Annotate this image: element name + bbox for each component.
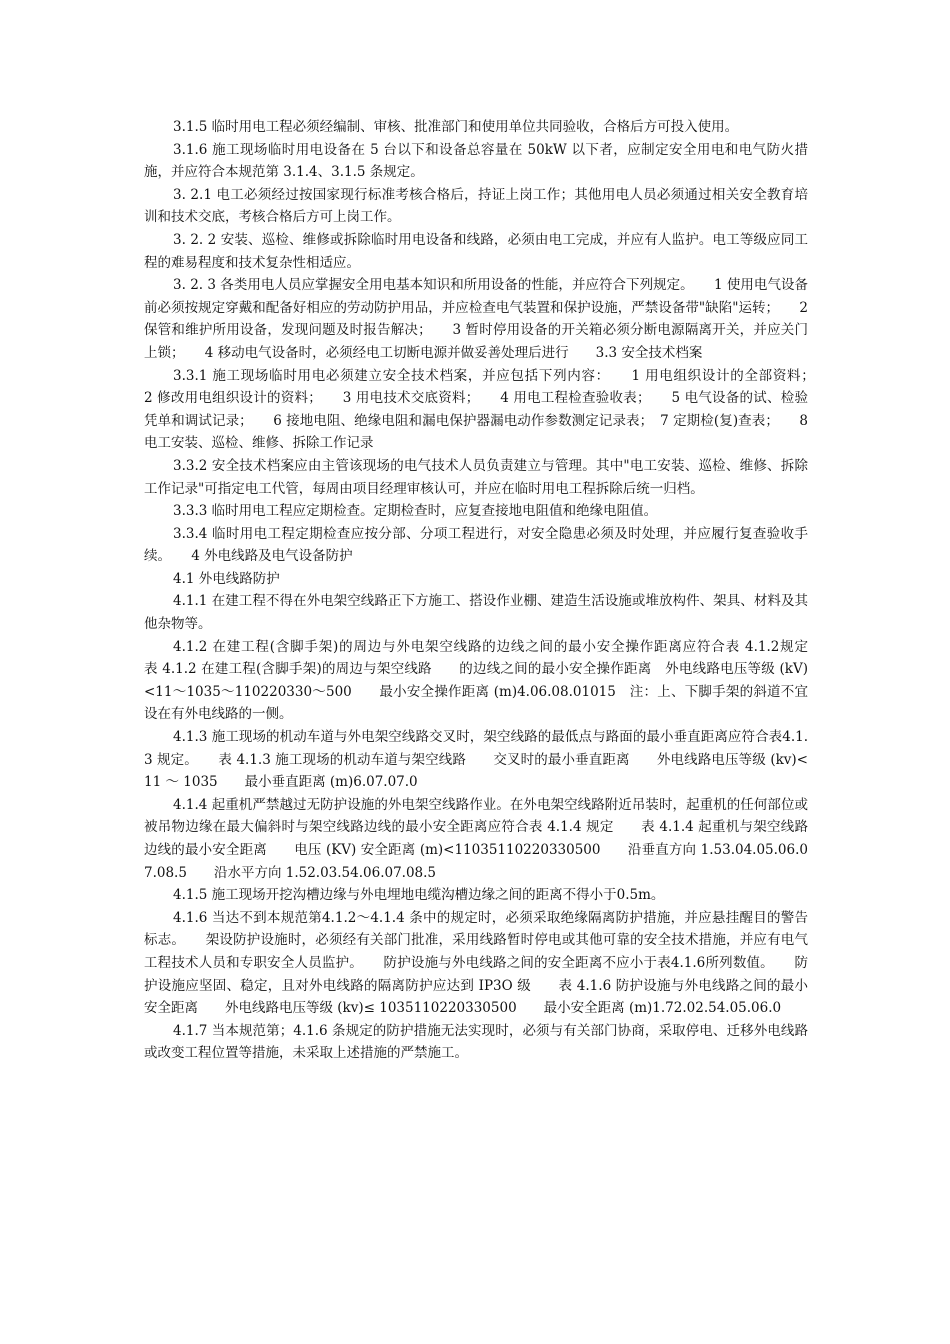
clause-3-1-6: 3.1.6 施工现场临时用电设备在 5 台以下和设备总容量在 50kW 以下者，应制定安全用电和电气防火措施，并应符合本规范第 3.1.4、3.1.5 条规定。: [144, 141, 808, 181]
clause-4-1-1: 4.1.1 在建工程不得在外电架空线路正下方施工、搭设作业棚、建造生活设施或堆放构件、架具、材料及其他杂物等。: [144, 593, 808, 633]
clause-3-3-2: 3.3.2 安全技术档案应由主管该现场的电气技术人员负责建立与管理。其中"电工安装、巡检、维修、拆除工作记录"可指定电工代管，每周由项目经理审核认可，并应在临时用电工程拆除后统一归档。: [144, 457, 808, 497]
clause-3-3-3: 3.3.3 临时用电工程应定期检查。定期检查时，应复查接地电阻值和绝缘电阻值。: [173, 503, 658, 520]
clause-3-2-3: 3. 2. 3 各类用电人员应掌握安全用电基本知识和所用设备的性能，并应符合下列规定。 1 使用电气设备前必须按规定穿戴和配备好相应的劳动防护用品，并应检查电气装置和保护设施，严禁设备带"缺陷"运转； 2 保管和维护所用设备，发现问题及时报告解决； 3 暂时停用设备的开关箱必须分断电源隔离开关，并应关门上锁； 4 移动电气设备时，必须经电工切断电源并做妥善处理后进行 3.3 安全技术档案: [144, 277, 808, 361]
clause-3-3-1: 3.3.1 施工现场临时用电必须建立安全技术档案，并应包括下列内容： 1 用电组织设计的全部资料； 2 修改用电组织设计的资料； 3 用电技术交底资料； 4 用电工程检查验收表； 5 电气设备的试、检验凭单和调试记录； 6 接地电阻、绝缘电阻和漏电保护器漏电动作参数测定记录表； 7 定期检(复)查表； 8 电工安装、巡检、维修、拆除工作记录: [144, 367, 835, 452]
clause-4-1-2: 4.1.2 在建工程(含脚手架)的周边与外电架空线路的边线之间的最小安全操作距离应符合表 4.1.2规定 表 4.1.2 在建工程(含脚手架)的周边与架空线路 的边线之间的最小安全操作距离 外电线路电压等级 (kV)<11～1035～110220330～500 最小安全操作距离 (m)4.06.08.01015 注：上、下脚手架的斜道不宜设在有外电线路的一侧。: [144, 638, 835, 723]
clause-4-1-6: 4.1.6 当达不到本规范第4.1.2～4.1.4 条中的规定时，必须采取绝缘隔离防护措施，并应悬挂醒目的警告标志。 架设防护设施时，必须经有关部门批准，采用线路暂时停电或其他可靠的安全技术措施，并应有电气工程技术人员和专职安全人员监护。 防护设施与外电线路之间的安全距离不应小于表4.1.6所列数值。 防护设施应坚固、稳定，且对外电线路的隔离防护应达到 IP3O 级 表 4.1.6 防护设施与外电线路之间的最小安全距离 外电线路电压等级 (kv)≤ 1035110220330500 最小安全距离 (m)1.72.02.54.05.06.0: [144, 909, 808, 1017]
clause-4-1-4: 4.1.4 起重机严禁越过无防护设施的外电架空线路作业。在外电架空线路附近吊装时，起重机的任何部位或被吊物边缘在最大偏斜时与架空线路边线的最小安全距离应符合表 4.1.4 规定 表 4.1.4 起重机与架空线路边线的最小安全距离 电压 (KV) 安全距离 (m)<11035110220330500 沿垂直方向 1.53.04.05.06.07.08.5 沿水平方向 1.52.03.54.06.07.08.5: [144, 796, 808, 881]
clause-3-3-4: 3.3.4 临时用电工程定期检查应按分部、分项工程进行，对安全隐患必须及时处理，并应履行复查验收手续。 4 外电线路及电气设备防护: [144, 525, 808, 565]
clause-3-2-1: 3. 2.1 电工必须经过按国家现行标准考核合格后，持证上岗工作；其他用电人员必须通过相关安全教育培训和技术交底，考核合格后方可上岗工作。: [144, 186, 808, 226]
clause-4-1-3: 4.1.3 施工现场的机动车道与外电架空线路交叉时，架空线路的最低点与路面的最小垂直距离应符合表4.1.3 规定。 表 4.1.3 施工现场的机动车道与架空线路 交叉时的最小垂直距离 外电线路电压等级 (kv)<11 ～ 1035 最小垂直距离 (m)6.07.07.0: [144, 729, 808, 791]
document-body: [144, 116, 835, 1065]
clause-3-2-2: 3. 2. 2 安装、巡检、维修或拆除临时用电设备和线路，必须由电工完成，并应有人监护。电工等级应同工程的难易程度和技术复杂性相适应。: [144, 231, 808, 271]
section-4-1-heading: 4.1 外电线路防护: [173, 570, 280, 587]
clause-3-1-5: 3.1.5 临时用电工程必须经编制、审核、批准部门和使用单位共同验收，合格后方可投入使用。: [173, 119, 739, 135]
clause-4-1-7: 4.1.7 当本规范第；4.1.6 条规定的防护措施无法实现时，必须与有关部门协商，采取停电、迁移外电线路或改变工程位置等措施，未采取上述措施的严禁施工。: [144, 1022, 808, 1062]
clause-4-1-5: 4.1.5 施工现场开挖沟槽边缘与外电埋地电缆沟槽边缘之间的距离不得小于0.5m。: [173, 887, 665, 904]
